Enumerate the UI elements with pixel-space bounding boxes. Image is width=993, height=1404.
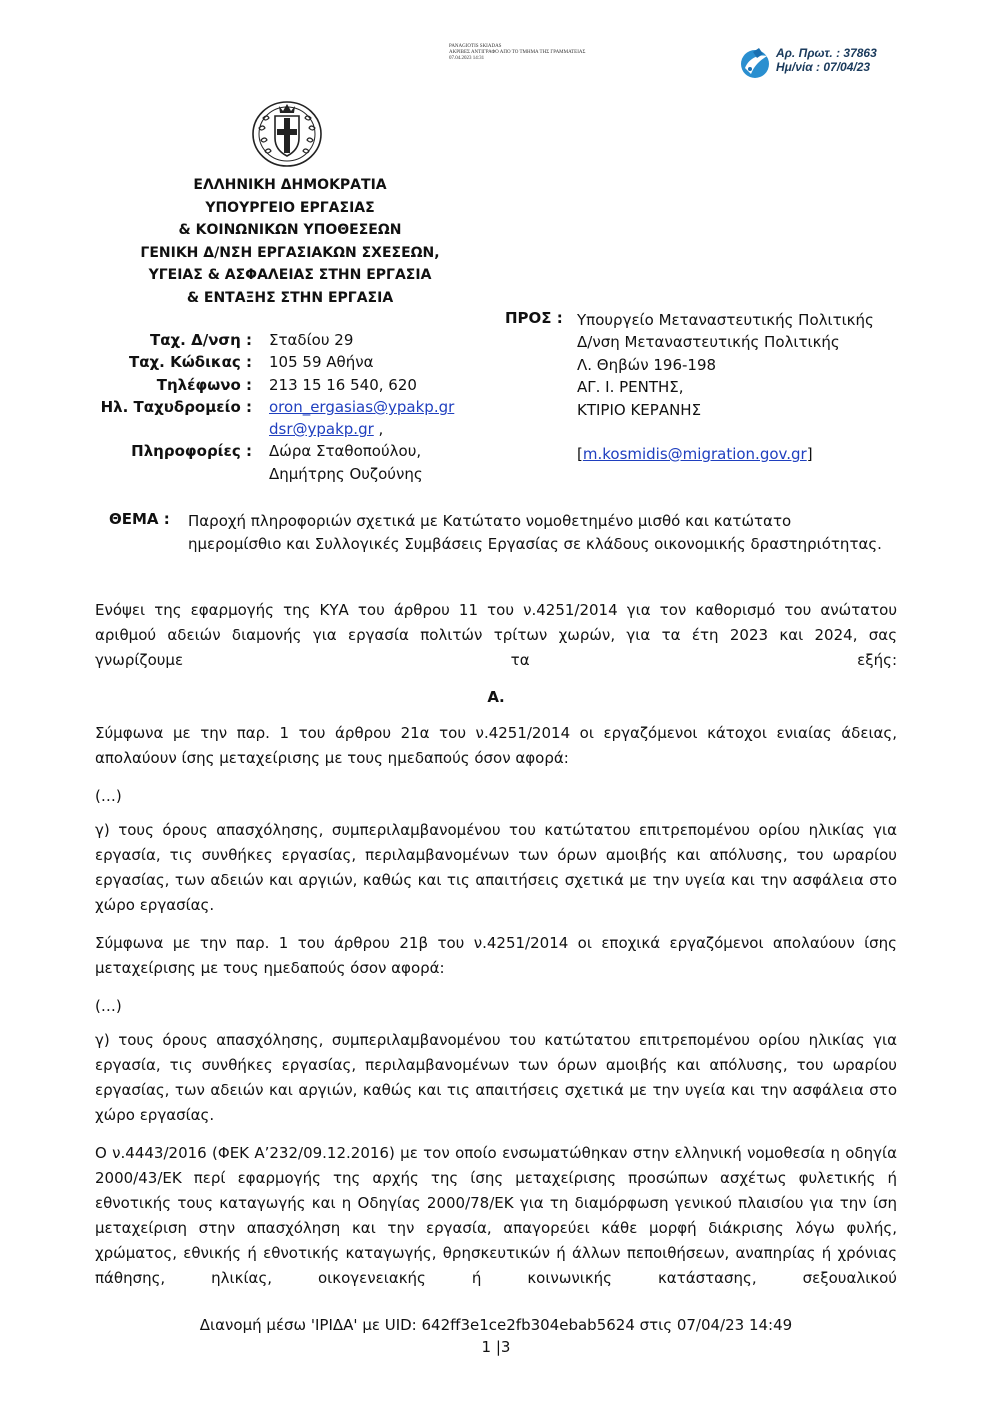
protocol-logo-icon	[739, 46, 771, 80]
protocol-number: Αρ. Πρωτ. : 37863	[776, 46, 877, 60]
protocol-box	[739, 46, 929, 80]
header-line: & ΚΟΙΝΩΝΙΚΩΝ ΥΠΟΘΕΣΕΩΝ	[178, 222, 402, 238]
postal-label: Ταχ. Κώδικας :	[128, 353, 252, 371]
recipient-line: ΚΤΙΡΙΟ ΚΕΡΑΝΗΣ	[577, 400, 702, 419]
subject-label: ΘΕΜΑ :	[109, 510, 170, 528]
subject-line: Παροχή πληροφοριών σχετικά με Κατώτατο νομοθετημένο μισθό και κατώτατο	[188, 512, 792, 530]
recipient-line: Δ/νση Μεταναστευτικής Πολιτικής	[577, 333, 840, 352]
bracket-close: ]	[806, 445, 813, 464]
email-link-1[interactable]: oron_ergasias@ypakp.gr	[269, 398, 455, 416]
email-label: Ηλ. Ταχυδρομείο :	[100, 398, 252, 416]
paragraph-terms-1: γ) τους όρους απασχόλησης, συμπεριλαμβανομένου του κατώτατου επιτρεπομένου ορίου ηλικίας για εργασία, τις συνθήκες εργασίας, περιλαμβανομένων των όρων αμοιβής και απόλυσης, του ωραρίου εργασίας, των αδειών και αργιών, καθώς και τις απαιτήσεις σχετικά με την υγεία και την ασφάλεια στο χώρο εργασίας.	[95, 821, 897, 914]
ellipsis: (…)	[95, 997, 122, 1015]
postal-value: 105 59 Αθήνα	[269, 353, 374, 371]
stamp-line: PANAGIOTIS SKIADAS	[449, 44, 502, 49]
recipient-block	[577, 309, 874, 465]
subject-line: ημερομίσθιο και Συλλογικές Συμβάσεις Εργασίας σε κλάδους οικονομικής δραστηριότητας.	[188, 535, 882, 553]
header-line: ΕΛΛΗΝΙΚΗ ΔΗΜΟΚΡΑΤΙΑ	[193, 177, 387, 193]
address-label: Ταχ. Δ/νση :	[149, 331, 252, 349]
stamp-line: ΑΚΡΙΒΕΣ ΑΝΤΙΓΡΑΦΟ ΑΠΟ ΤΟ ΤΜΗΜΑ ΤΗΣ ΓΡΑΜΜΑΤΕΙΑΣ	[449, 50, 586, 55]
paragraph-intro: Ενόψει της εφαρμογής της ΚΥΑ του άρθρου 11 του ν.4251/2014 για τον καθορισμό του ανώτατου αριθμού αδειών διαμονής για εργασία πολιτών τρίτων χωρών, για τα έτη 2023 και 2024, σας γνωρίζουμε τα εξής:	[95, 601, 897, 669]
paragraph-21b: Σύμφωνα με την παρ. 1 του άρθρου 21β του ν.4251/2014 οι εποχικά εργαζόμενοι απολαύουν ίσης μεταχείρισης με τους ημεδαπούς όσον αφορά:	[95, 934, 897, 977]
greek-coat-of-arms-icon	[249, 98, 325, 168]
recipient-line: Λ. Θηβών 196-198	[577, 355, 717, 374]
recipient-email-link[interactable]: m.kosmidis@migration.gov.gr	[582, 445, 807, 464]
info-label: Πληροφορίες :	[131, 442, 252, 460]
header-line: ΓΕΝΙΚΗ Δ/ΝΣΗ ΕΡΓΑΣΙΑΚΩΝ ΣΧΕΣΕΩΝ,	[140, 244, 440, 261]
protocol-date: Ημ/νία : 07/04/23	[776, 60, 871, 74]
recipient-line: ΑΓ. Ι. ΡΕΝΤΗΣ,	[577, 378, 684, 397]
email-suffix: ,	[373, 420, 384, 438]
header-line: ΥΓΕΙΑΣ & ΑΣΦΑΛΕΙΑΣ ΣΤΗΝ ΕΡΓΑΣΙΑ	[148, 267, 432, 283]
phone-value: 213 15 16 540, 620	[269, 376, 417, 394]
distribution-note: Διανομή μέσω 'ΙΡΙΔΑ' με UID: 642ff3e1ce2fb304ebab5624 στις 07/04/23 14:49	[199, 1316, 793, 1334]
ellipsis: (…)	[95, 787, 122, 805]
paragraph-terms-2: γ) τους όρους απασχόλησης, συμπεριλαμβανομένου του κατώτατου επιτρεπομένου ορίου ηλικίας για εργασία, τις συνθήκες εργασίας, περιλαμβανομένων των όρων αμοιβής και απόλυσης, του ωραρίου εργασίας, των αδειών και αργιών, καθώς και τις απαιτήσεις σχετικά με την υγεία και την ασφάλεια στο χώρο εργασίας.	[95, 1031, 897, 1124]
subject-text	[188, 510, 908, 556]
stamp-line: 07.04.2023 14:31	[449, 56, 485, 61]
recipient-label: ΠΡΟΣ :	[505, 309, 563, 327]
address-value: Σταδίου 29	[269, 331, 354, 349]
email-link-2[interactable]: dsr@ypakp.gr	[269, 420, 374, 438]
phone-label: Τηλέφωνο :	[156, 376, 252, 394]
paragraph-law-4443: Ο ν.4443/2016 (ΦΕΚ Α’232/09.12.2016) με τον οποίο ενσωματώθηκαν στην ελληνική νομοθεσία η οδηγία 2000/43/ΕΚ περί εφαρμογής της αρχής της ίσης μεταχείρισης προσώπων ασχέτως φυλετικής ή εθνοτικής τους καταγωγής και η Οδηγίας 2000/78/ΕΚ για τη διαμόρφωση γενικού πλαισίου για την ίση μεταχείριση στην απασχόληση και την εργασία, απαγορεύει κάθε μορφή διάκρισης λόγω φυλής, χρώματος, εθνικής ή εθνοτικής καταγωγής, θρησκευτικών ή άλλων πεποιθήσεων, αναπηρίας ή χρόνιας πάθησης, ηλικίας, οικογενειακής ή κοινωνικής κατάστασης, σεξουαλικού	[95, 1144, 897, 1287]
bracket-open: [	[577, 445, 583, 464]
copy-stamp	[449, 44, 585, 62]
paragraph-21a: Σύμφωνα με την παρ. 1 του άρθρου 21α του ν.4251/2014 οι εργαζόμενοι κάτοχοι ενιαίας άδειας, απολαύουν ίσης μεταχείρισης με τους ημεδαπούς όσον αφορά:	[95, 724, 897, 767]
info-value-1: Δώρα Σταθοπούλου,	[269, 442, 422, 460]
info-value-2: Δημήτρης Ουζούνης	[269, 465, 423, 483]
header-line: & ΕΝΤΑΞΗΣ ΣΤΗΝ ΕΡΓΑΣΙΑ	[186, 289, 394, 306]
ministry-header	[80, 174, 500, 309]
page-number: 1 |3	[481, 1338, 511, 1356]
header-line: ΥΠΟΥΡΓΕΙΟ ΕΡΓΑΣΙΑΣ	[205, 199, 375, 216]
recipient-line: Υπουργείο Μεταναστευτικής Πολιτικής	[577, 311, 874, 329]
section-a-heading: Α.	[487, 688, 505, 706]
